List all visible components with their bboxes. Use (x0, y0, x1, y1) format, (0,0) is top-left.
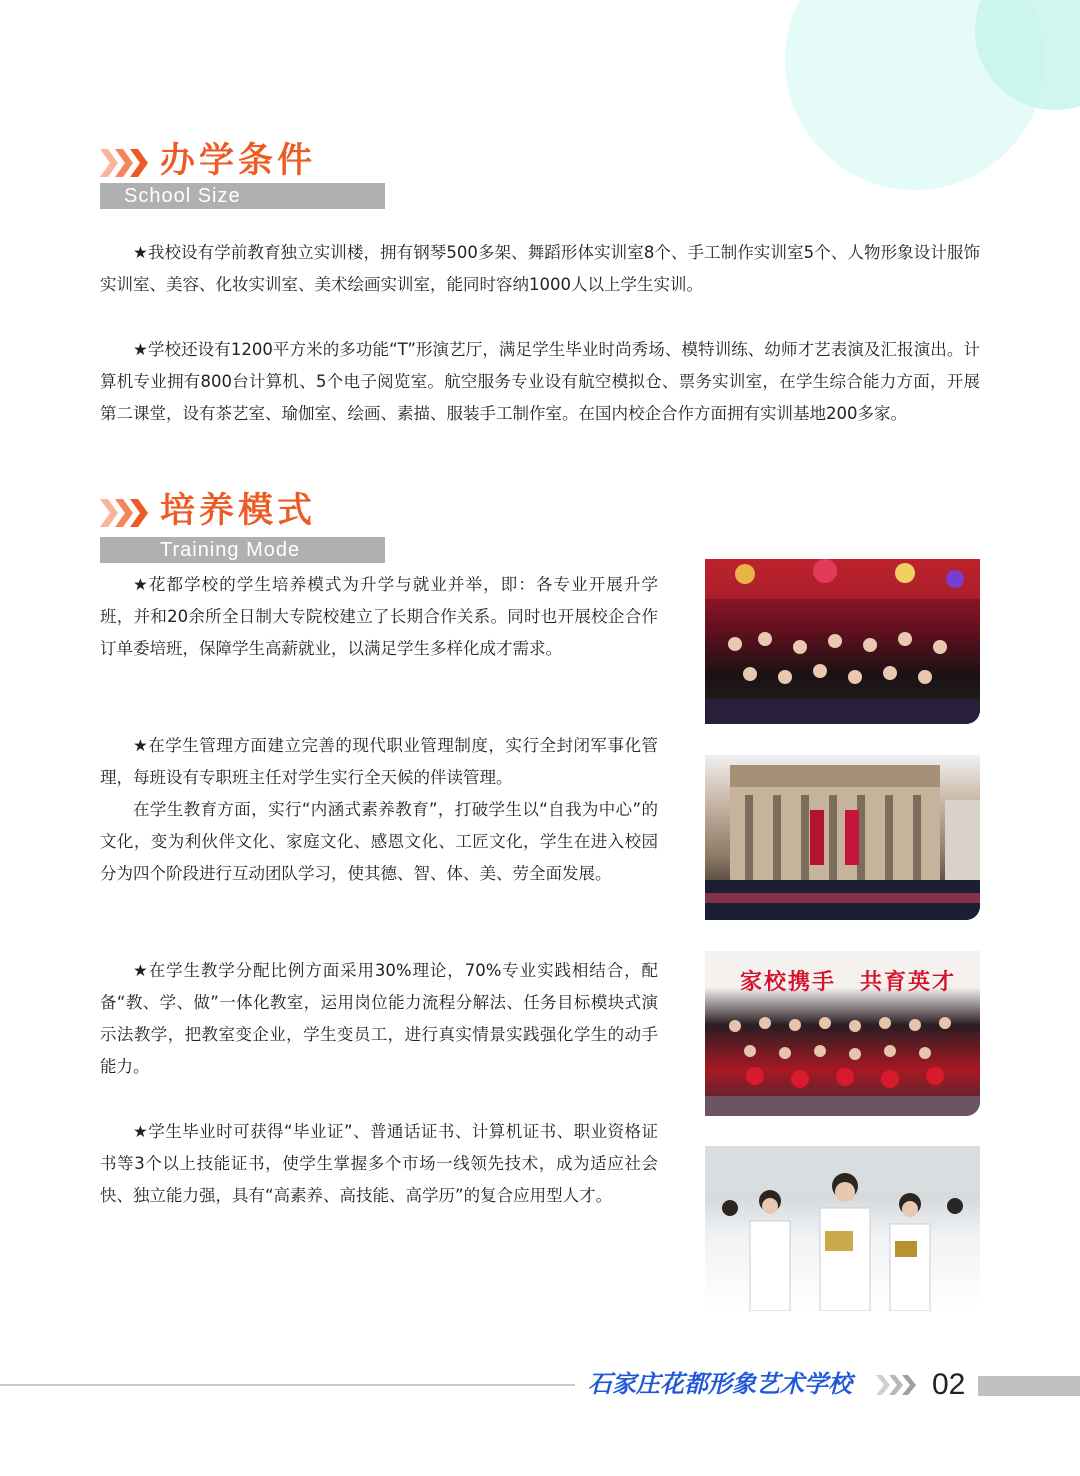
footer-divider (0, 1384, 575, 1386)
section-subtitle-bar (100, 537, 385, 563)
paragraph: ★花都学校的学生培养模式为升学与就业并举，即：各专业开展升学班，并和20余所全日制大专院校建立了长期合作关系。同时也开展校企合作订单委培班，保障学生高薪就业，以满足学生多样化成才需求。 (100, 575, 658, 658)
paragraph: ★在学生教学分配比例方面采用30%理论，70%专业实践相结合，配备“教、学、做”一体化教室，运用岗位能力流程分解法、任务目标模块式演示法教学，把教室变企业，学生变员工，进行真实情景实践强化学生的动手能力。 (100, 961, 658, 1076)
section-title: 办学条件 (160, 141, 317, 181)
section-subtitle: School Size (124, 185, 241, 207)
footer-bar (978, 1376, 1080, 1396)
chevron-arrows-icon (100, 495, 156, 531)
chevron-arrows-icon (876, 1373, 920, 1397)
photo-museum-building (705, 755, 980, 920)
section-subtitle: Training Mode (160, 539, 301, 561)
photo-ceremony (705, 951, 980, 1116)
paragraph: ★学校还设有1200平方米的多功能“T”形演艺厅，满足学生毕业时尚秀场、模特训练、幼师才艺表演及汇报演出。计算机专业拥有800台计算机、5个电子阅览室。航空服务专业设有航空模拟仓、票务实训室，在学生综合能力方面，开展第二课堂，设有茶艺室、瑜伽室、绘画、素描、服装手工制作室。在国内校企合作方面拥有实训基地200多家。 (100, 340, 980, 423)
photo-students-reading (705, 1146, 980, 1311)
paragraph: ★学生毕业时可获得“毕业证”、普通话证书、计算机证书、职业资格证书等3个以上技能证书，使学生掌握多个市场一线领先技术，成为适应社会快、独立能力强，具有“高素养、高技能、高学历”的复合应用型人才。 (100, 1122, 658, 1205)
photo-caption: 家校携手 (740, 969, 837, 995)
chevron-arrows-icon (100, 145, 156, 181)
photo-performance-group (705, 559, 980, 724)
section-subtitle-bar (100, 183, 385, 209)
paragraph: 在学生教育方面，实行“内涵式素养教育”，打破学生以“自我为中心”的文化，变为利伙伴文化、家庭文化、感恩文化、工匠文化，学生在进入校园分为四个阶段进行互动团队学习，使其德、智、体、美、劳全面发展。 (100, 800, 658, 883)
paragraph: ★我校设有学前教育独立实训楼，拥有钢琴500多架、舞蹈形体实训室8个、手工制作实训室5个、人物形象设计服饰实训室、美容、化妆实训室、美术绘画实训室，能同时容纳1000人以上学生实训。 (100, 243, 980, 294)
paragraph: ★在学生管理方面建立完善的现代职业管理制度，实行全封闭军事化管理，每班设有专职班主任对学生实行全天候的伴读管理。 (100, 736, 658, 787)
page-number: 02 (932, 1368, 966, 1401)
footer-school-name: 石家庄花都形象艺术学校 (588, 1370, 852, 1398)
section-title: 培养模式 (160, 491, 317, 531)
photo-caption: 共育英才 (860, 969, 957, 995)
